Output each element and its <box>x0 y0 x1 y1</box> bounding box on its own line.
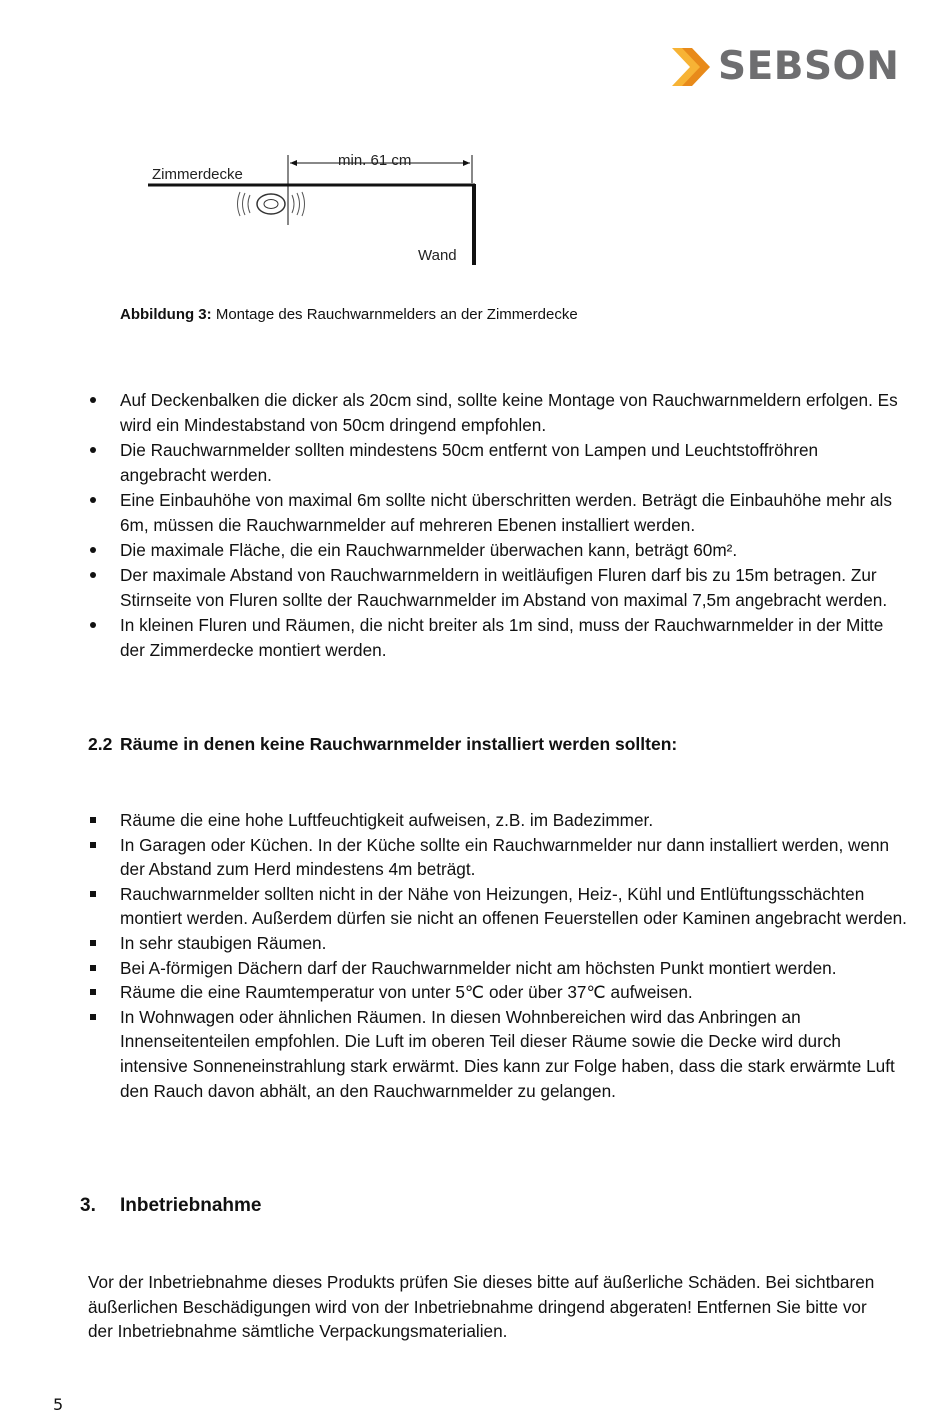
bullet-icon <box>90 397 96 403</box>
list-item: Auf Deckenbalken die dicker als 20cm sind, sollte keine Montage von Rauchwarnmeldern erfolgen. Es wird ein Mindestabstand von 50cm dringend empfohlen. <box>88 388 908 438</box>
list-item: In sehr staubigen Räumen. <box>88 931 913 956</box>
list-item: In Wohnwagen oder ähnlichen Räumen. In diesen Wohnbereichen wird das Anbringen an Innenseitenteilen empfohlen. Die Luft im oberen Teil dieser Räume sowie die Decke wird durch intensive Sonneneinstrahlung stark erwärmt. Dies kann zur Folge haben, dass die stark erwärmte Luft den Rauch davon abhält, an den Rauchwarnmelder zu gelangen. <box>88 1005 913 1103</box>
list-item: In kleinen Fluren und Räumen, die nicht breiter als 1m sind, muss der Rauchwarnmelder in der Mitte der Zimmerdecke montiert werden. <box>88 613 908 663</box>
figure-caption-label: Abbildung 3: <box>120 306 212 323</box>
section-3-heading: 3. Inbetriebnahme <box>80 1195 262 1216</box>
distance-label: min. 61 cm <box>338 152 412 169</box>
square-bullet-icon <box>90 842 96 848</box>
bullet-icon <box>90 622 96 628</box>
list-item: Rauchwarnmelder sollten nicht in der Nähe von Heizungen, Heiz-, Kühl und Entlüftungsschächten montiert werden. Außerdem dürfen sie nicht an offenen Feuerstellen oder Kaminen angebracht werden. <box>88 882 913 931</box>
square-bullet-icon <box>90 989 96 995</box>
list-item: In Garagen oder Küchen. In der Küche sollte ein Rauchwarnmelder nur dann installiert werden, wenn der Abstand zum Herd mindestens 4m beträgt. <box>88 833 913 882</box>
wall-label: Wand <box>418 247 457 264</box>
logo-text: SEBSON <box>718 44 900 89</box>
smoke-detector-icon <box>238 192 305 216</box>
sebson-logo <box>668 44 898 90</box>
figure-caption-text: Montage des Rauchwarnmelders an der Zimmerdecke <box>211 306 578 323</box>
list-item: Räume die eine hohe Luftfeuchtigkeit aufweisen, z.B. im Badezimmer. <box>88 808 913 833</box>
section-2-2-heading: 2.2 Räume in denen keine Rauchwarnmelder installiert werden sollten: <box>88 734 678 754</box>
list-item: Der maximale Abstand von Rauchwarnmeldern in weitläufigen Fluren darf bis zu 15m betragen. Zur Stirnseite von Fluren sollte der Rauchwarnmelder im Abstand von maximal 7,5m angebracht werden. <box>88 563 908 613</box>
figure-caption <box>120 306 578 323</box>
list-item: Bei A-förmigen Dächern darf der Rauchwarnmelder nicht am höchsten Punkt montiert werden. <box>88 956 913 981</box>
ceiling-label: Zimmerdecke <box>152 166 243 183</box>
list-item: Die maximale Fläche, die ein Rauchwarnmelder überwachen kann, beträgt 60m². <box>88 538 908 563</box>
bullet-icon <box>90 547 96 553</box>
bullet-icon <box>90 572 96 578</box>
page-number: 5 <box>53 1395 64 1414</box>
list-item: Eine Einbauhöhe von maximal 6m sollte nicht überschritten werden. Beträgt die Einbauhöhe mehr als 6m, müssen die Rauchwarnmelder auf mehreren Ebenen installiert werden. <box>88 488 908 538</box>
bullet-icon <box>90 447 96 453</box>
square-bullet-icon <box>90 1014 96 1020</box>
square-bullet-icon <box>90 817 96 823</box>
section-3-paragraph: Vor der Inbetriebnahme dieses Produkts prüfen Sie dieses bitte auf äußerliche Schäden. Bei sichtbaren äußerlichen Beschädigungen wird von der Inbetriebnahme dringend abgeraten! Entfernen Sie bitte vor der Inbetriebnahme sämtliche Verpackungsmaterialien. <box>88 1272 875 1342</box>
excluded-rooms-list <box>88 808 913 1103</box>
bullet-icon <box>90 497 96 503</box>
list-item: Die Rauchwarnmelder sollten mindestens 50cm entfernt von Lampen und Leuchtstoffröhren angebracht werden. <box>88 438 908 488</box>
square-bullet-icon <box>90 891 96 897</box>
square-bullet-icon <box>90 940 96 946</box>
mounting-rules-list <box>88 388 908 663</box>
square-bullet-icon <box>90 965 96 971</box>
ceiling-mount-diagram <box>140 145 485 270</box>
logo-chevron-icon <box>668 44 718 90</box>
list-item: Räume die eine Raumtemperatur von unter 5℃ oder über 37℃ aufweisen. <box>88 980 913 1005</box>
